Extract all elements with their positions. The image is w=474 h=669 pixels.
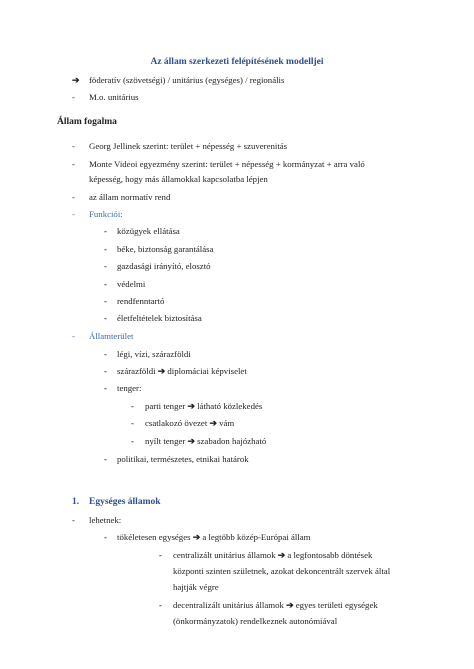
normativ-rend: az állam normatív rend <box>89 192 171 202</box>
centralizalt-line1 <box>173 550 372 561</box>
sea-zone-rule: vám <box>219 418 235 428</box>
arrow-icon: ➔ <box>187 401 195 411</box>
section-number: 1. <box>72 497 80 507</box>
models-hungary: M.o. unitárius <box>89 92 139 102</box>
dash-marker: - <box>104 383 107 393</box>
dash-marker: - <box>72 92 75 102</box>
allamterulet-label: Államterület <box>89 331 134 341</box>
dash-marker: - <box>104 279 107 289</box>
tokeletesen-text: tökéletesen egységes <box>117 532 191 542</box>
dash-marker: - <box>131 436 134 446</box>
models-line: föderatív (szövetségi) / unitárius (egységes) / regionális <box>89 75 285 85</box>
dash-marker: - <box>104 532 107 542</box>
centralizalt-text: centralizált unitárius államok <box>173 550 276 560</box>
dash-marker: - <box>72 515 75 525</box>
dash-marker: - <box>104 313 107 323</box>
funkcio-item: közügyek ellátása <box>117 226 180 236</box>
centralizalt-line2: központi szinten születnek, azokat dekoncentrált szervek által <box>173 566 391 576</box>
centralizalt-desc: a legfontosabb döntések <box>287 550 373 560</box>
sea-zone-item <box>145 401 262 412</box>
decentralizalt-line1 <box>173 600 378 611</box>
decentralizalt-desc: egyes területi egységek <box>295 600 378 610</box>
decentralizalt-line2: (önkormányzatok) rendelkeznek autonómiával <box>173 616 338 626</box>
dash-marker: - <box>72 209 75 219</box>
allamterulet-tenger: tenger: <box>117 383 142 393</box>
page-title: Az állam szerkezeti felépítésének modelljei <box>150 57 324 67</box>
dash-marker: - <box>104 244 107 254</box>
dash-marker: - <box>131 401 134 411</box>
centralizalt-line3: hajtják végre <box>173 582 219 592</box>
egyseges-lehetnek: lehetnek: <box>89 515 122 525</box>
montevideo-definition-line1: Monte Videoi egyezmény szerint: terület + népesség + kormányzat + arra való <box>89 159 365 169</box>
dash-marker: - <box>104 454 107 464</box>
szarazfoldi-text: szárazföldi <box>117 366 156 376</box>
funkcio-item: rendfenntartó <box>117 296 165 306</box>
arrow-icon: ➔ <box>157 366 166 376</box>
decentralizalt-text: decentralizált unitárius államok <box>173 600 284 610</box>
funkcio-item: életfeltételek biztosítása <box>117 313 202 323</box>
sea-zone-rule: szabadon hajózható <box>197 436 267 446</box>
funkciok-label: Funkciói: <box>89 209 123 219</box>
sea-zone-rule: látható közlekedés <box>197 401 263 411</box>
arrow-icon: ➔ <box>72 75 80 85</box>
arrow-icon: ➔ <box>286 600 294 610</box>
funkcio-item: gazdasági irányító, elosztó <box>117 261 211 271</box>
sea-zone-item <box>145 436 266 447</box>
funkcio-item: védelmi <box>117 279 146 289</box>
allamterulet-legi: légi, vízi, szárazföldi <box>117 349 191 359</box>
dash-marker: - <box>72 192 75 202</box>
dash-marker: - <box>104 349 107 359</box>
jellinek-definition: Georg Jellinek szerint: terület + népesség + szuverenitás <box>89 141 288 151</box>
arrow-icon: ➔ <box>187 436 195 446</box>
arrow-icon: ➔ <box>209 418 217 428</box>
montevideo-definition-line2: képesség, hogy más államokkal kapcsolatba lépjen <box>89 174 268 184</box>
dash-marker: - <box>104 261 107 271</box>
dash-marker: - <box>72 331 75 341</box>
dash-marker: - <box>72 159 75 169</box>
dash-marker: - <box>159 550 162 560</box>
sea-zone-name: parti tenger <box>145 401 186 411</box>
sea-zone-name: nyílt tenger <box>145 436 186 446</box>
funkcio-item: béke, biztonság garantálása <box>117 244 214 254</box>
dash-marker: - <box>131 418 134 428</box>
dash-marker: - <box>104 366 107 376</box>
sea-zone-name: csatlakozó övezet <box>145 418 208 428</box>
arrow-icon: ➔ <box>277 550 286 560</box>
section-heading-allam-fogalma: Állam fogalma <box>57 117 117 127</box>
dash-marker: - <box>159 600 162 610</box>
szarazfoldi-result: diplomáciai képviselet <box>167 366 247 376</box>
dash-marker: - <box>72 141 75 151</box>
tokeletesen-example: a legtöbb közép-Európai állam <box>202 532 311 542</box>
dash-marker: - <box>104 226 107 236</box>
allamterulet-szarazfoldi <box>117 366 247 377</box>
tokeletesen-egyseges <box>117 532 311 543</box>
sea-zone-item <box>145 418 234 429</box>
section-heading-egyseges-allamok: Egységes államok <box>89 497 161 507</box>
allamterulet-hatarok: politikai, természetes, etnikai határok <box>117 454 249 464</box>
arrow-icon: ➔ <box>192 532 201 542</box>
dash-marker: - <box>104 296 107 306</box>
